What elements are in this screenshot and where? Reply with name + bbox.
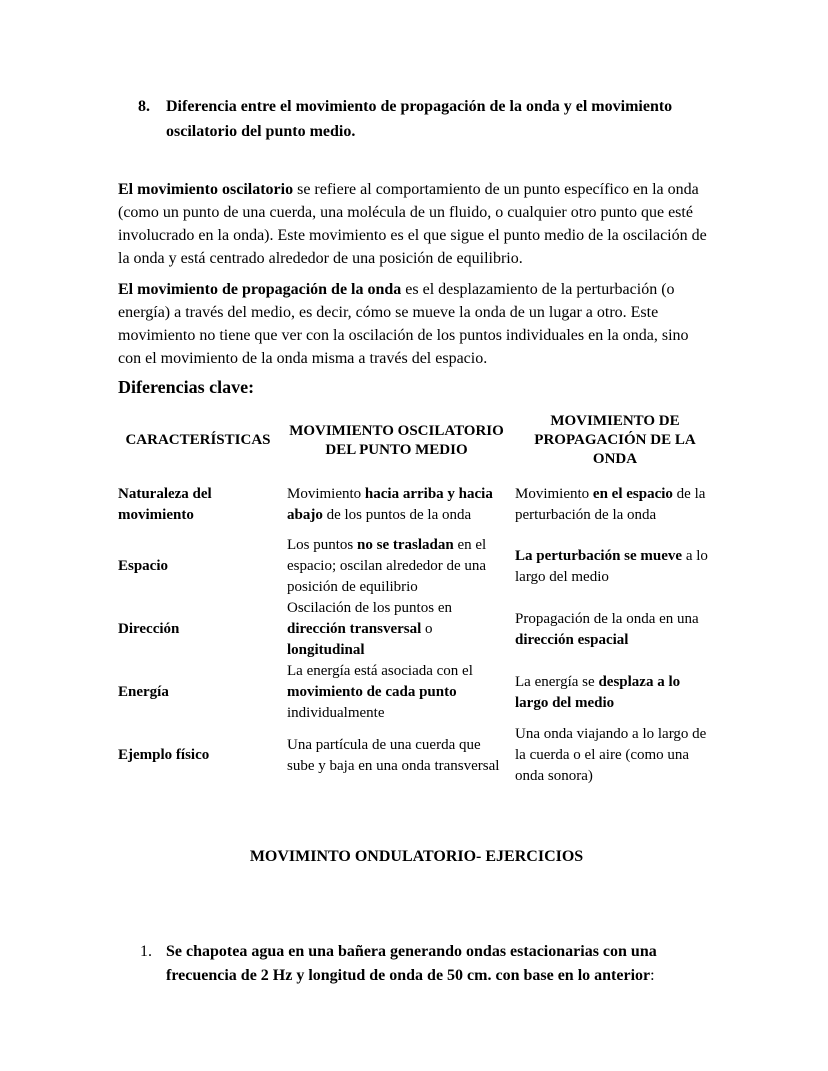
paragraph-propagation-movement: El movimiento de propagación de la onda es el desplazamiento de la perturbación (o energía) a través del medio, es decir, cómo se mueve la onda de un lugar a otro. Este movimiento no tiene que ver con la oscilación de los puntos individuales en la onda, sino con el movimiento de la onda misma a través del espacio. (118, 281, 689, 367)
header-movimiento-oscilatorio: MOVIMIENTO OSCILATORIO DEL PUNTO MEDIO (289, 422, 504, 458)
table-row (118, 535, 715, 598)
row-oscillatory-cell: Los puntos no se trasladan en el espacio; oscilan alrededor de una posición de equilibrio (287, 537, 487, 595)
row-propagation-cell: La energía se desplaza a lo largo del medio (515, 673, 681, 711)
row-propagation-cell: Una onda viajando a lo largo de la cuerda o el aire (como una onda sonora) (515, 726, 707, 784)
row-propagation-cell: La perturbación se mueve a lo largo del medio (515, 547, 708, 585)
table-header-row (118, 412, 715, 469)
question-8-number: 8. (138, 98, 150, 115)
row-feature: Dirección (118, 621, 180, 637)
header-movimiento-propagacion: MOVIMIENTO DE PROPAGACIÓN DE LA ONDA (534, 413, 696, 467)
differences-subheading: Diferencias clave: (118, 377, 255, 397)
row-feature: Ejemplo físico (118, 747, 210, 763)
exercise-1-item (118, 940, 713, 988)
row-oscillatory-cell: Oscilación de los puntos en dirección transversal o longitudinal (287, 600, 452, 658)
question-8-heading (118, 94, 713, 144)
row-feature: Naturaleza del movimiento (118, 486, 212, 523)
comparison-table (118, 412, 715, 787)
section-title-exercises: MOVIMINTO ONDULATORIO- EJERCICIOS (249, 848, 584, 865)
row-propagation-cell: Propagación de la onda en una dirección espacial (515, 610, 699, 648)
header-caracteristicas: CARACTERÍSTICAS (125, 432, 271, 448)
row-oscillatory-cell: La energía está asociada con el movimiento de cada punto individualmente (287, 663, 473, 721)
table-row (118, 661, 715, 724)
question-8-text: Diferencia entre el movimiento de propagación de la onda y el movimiento oscilatorio del punto medio. (166, 98, 673, 140)
row-feature: Energía (118, 684, 169, 700)
paragraph-oscillatory-movement: El movimiento oscilatorio se refiere al comportamiento de un punto específico en la onda (como un punto de una cuerda, una molécula de un fluido, o cualquier otro punto que esté involucrado en la onda). Este movimiento es el que sigue el punto medio de la oscilación de la onda y está centrado alrededor de una posición de equilibrio. (118, 181, 707, 267)
row-oscillatory-cell: Movimiento hacia arriba y hacia abajo de los puntos de la onda (287, 486, 493, 523)
table-row (118, 724, 715, 787)
row-propagation-cell: Movimiento en el espacio de la perturbación de la onda (515, 486, 706, 523)
row-oscillatory-cell: Una partícula de una cuerda que sube y baja en una onda transversal (287, 736, 500, 774)
table-row (118, 475, 715, 535)
row-feature: Espacio (118, 558, 169, 574)
table-row (118, 598, 715, 661)
exercise-1-number: 1. (140, 943, 152, 960)
exercise-1-text: Se chapotea agua en una bañera generando ondas estacionarias con una frecuencia de 2 Hz y longitud de onda de 50 cm. con base en lo anterior: (166, 943, 657, 984)
